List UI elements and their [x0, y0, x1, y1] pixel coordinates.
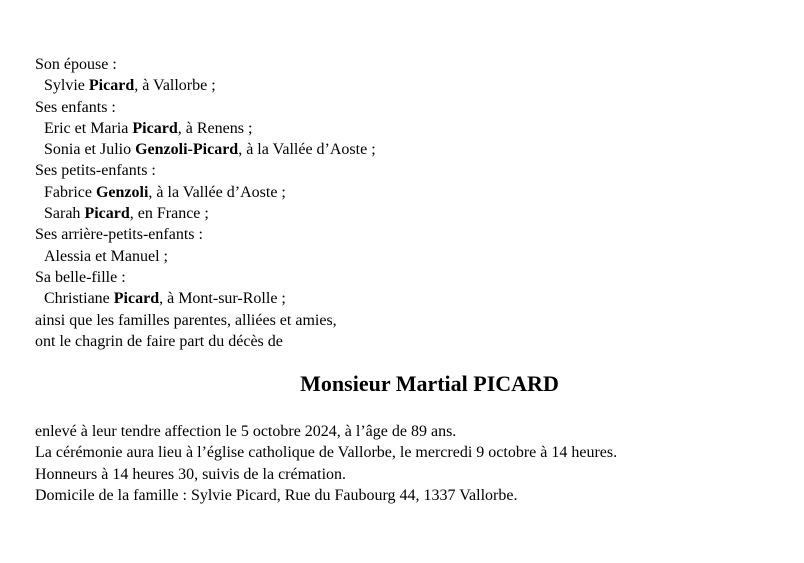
relation-heading: Sa belle-fille : — [35, 268, 126, 286]
family-line — [35, 75, 775, 96]
relation-heading: ainsi que les familles parentes, alliées et amies, — [35, 311, 337, 329]
member-surname: Picard — [132, 119, 178, 137]
family-line — [35, 267, 775, 288]
member-surname: Genzoli — [95, 183, 149, 201]
member-prefix: Fabrice — [44, 183, 96, 201]
family-line — [35, 97, 775, 118]
closing-text — [35, 421, 795, 506]
member-prefix: Alessia et Manuel ; — [44, 247, 168, 265]
member-suffix: , à la Vallée d’Aoste ; — [148, 183, 286, 201]
member-suffix: , à Vallorbe ; — [134, 77, 216, 95]
family-line — [35, 310, 775, 331]
family-line — [35, 203, 775, 224]
relation-heading: ont le chagrin de faire part du décès de — [35, 332, 283, 350]
member-surname: Picard — [113, 290, 160, 308]
member-prefix: Sylvie — [44, 77, 89, 95]
family-line — [35, 182, 775, 203]
family-line — [35, 331, 775, 352]
member-prefix: Sonia et Julio — [44, 141, 136, 159]
relation-heading: Ses enfants : — [35, 98, 116, 116]
deceased-name: Monsieur Martial PICARD — [300, 371, 559, 396]
member-surname: Picard — [88, 77, 135, 95]
relation-heading: Son épouse : — [35, 56, 117, 73]
family-line — [35, 139, 775, 160]
closing-line: La cérémonie aura lieu à l’église catholique de Vallorbe, le mercredi 9 octobre à 14 heures. — [35, 444, 618, 462]
member-suffix: , en France ; — [129, 205, 209, 223]
member-prefix: Sarah — [44, 205, 85, 223]
family-line — [35, 54, 775, 75]
family-line — [35, 288, 775, 309]
member-surname: Genzoli-Picard — [135, 141, 239, 159]
member-surname: Picard — [84, 205, 130, 223]
relation-heading: Ses petits-enfants : — [35, 162, 156, 180]
family-line — [35, 246, 775, 267]
member-suffix: , à Renens ; — [177, 119, 253, 137]
relation-heading: Ses arrière-petits-enfants : — [35, 226, 203, 244]
family-list — [35, 54, 775, 352]
closing-line: Honneurs à 14 heures 30, suivis de la crémation. — [35, 465, 347, 483]
member-suffix: , à Mont-sur-Rolle ; — [159, 290, 286, 308]
family-line — [35, 160, 775, 181]
member-prefix: Eric et Maria — [44, 119, 133, 137]
member-prefix: Christiane — [44, 290, 114, 308]
member-suffix: , à la Vallée d’Aoste ; — [238, 141, 376, 159]
closing-line: enlevé à leur tendre affection le 5 octobre 2024, à l’âge de 89 ans. — [35, 423, 457, 440]
family-line — [35, 118, 775, 139]
family-line — [35, 224, 775, 245]
closing-line: Domicile de la famille : Sylvie Picard, Rue du Faubourg 44, 1337 Vallorbe. — [35, 486, 518, 504]
